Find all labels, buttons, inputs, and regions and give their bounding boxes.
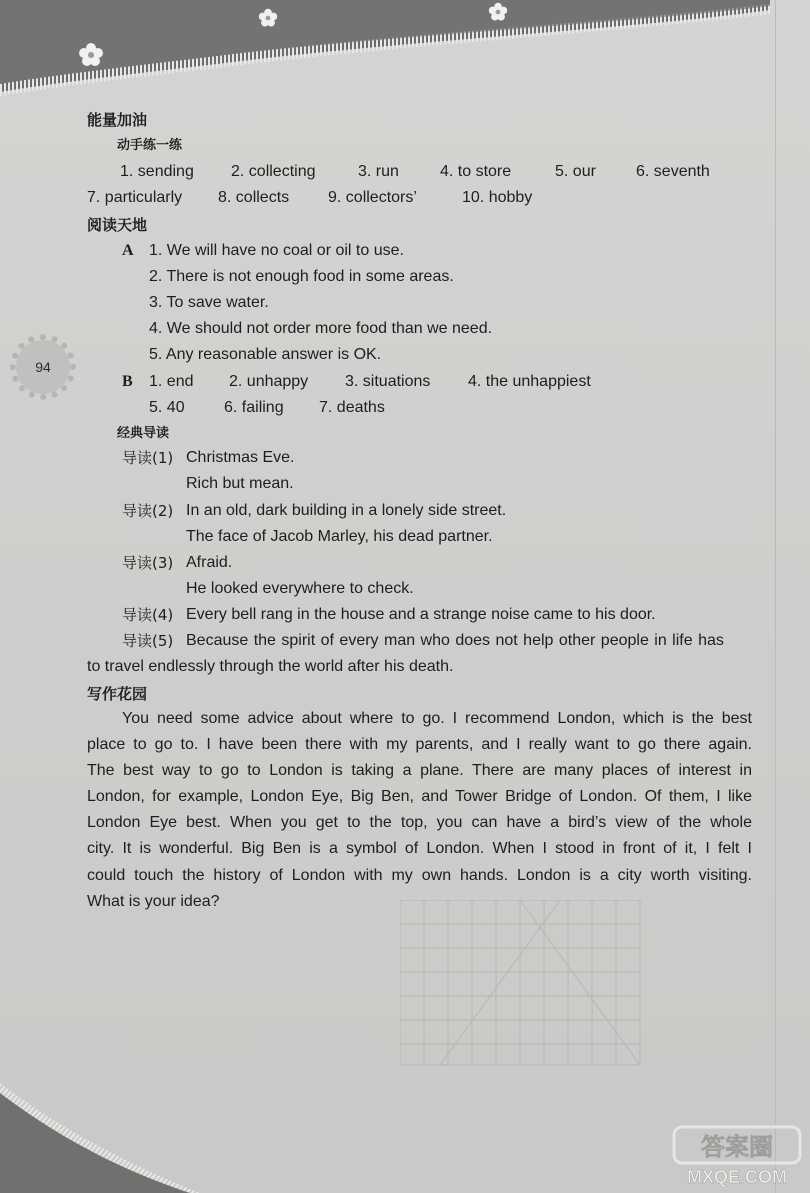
answer-item: 5. Any reasonable answer is OK. bbox=[149, 346, 382, 363]
writing-line: city. It is wonderful. Big Ben is a symbol of London. When I stood in front of it, I felt I bbox=[87, 840, 752, 858]
guide-answer-continued: to travel endlessly through the world after his death. bbox=[87, 658, 454, 675]
flower-icon bbox=[78, 42, 104, 68]
guide-answer: Because the spirit of every man who does not help other people in life has bbox=[186, 632, 724, 649]
page-number-badge bbox=[16, 340, 70, 394]
flower-icon bbox=[488, 2, 508, 22]
guide-label: 导读(3) bbox=[122, 554, 174, 572]
guide-label: 导读(1) bbox=[122, 449, 174, 467]
guide-answer: Christmas Eve. bbox=[186, 449, 295, 466]
section-title-energy: 能量加油 bbox=[87, 111, 148, 129]
writing-line: London, for example, London Eye, Big Ben, and Tower Bridge of London. Of them, I like bbox=[87, 788, 752, 806]
svg-text:答案圈: 答案圈 bbox=[701, 1133, 773, 1161]
guide-answer: In an old, dark building in a lonely side street. bbox=[186, 502, 507, 519]
guide-answer: Afraid. bbox=[186, 554, 233, 571]
guide-answer: The face of Jacob Marley, his dead partner. bbox=[186, 528, 493, 545]
answer-item: 4. the unhappiest bbox=[468, 373, 591, 390]
answer-item: 2. unhappy bbox=[229, 373, 309, 390]
answer-item: 3. To save water. bbox=[149, 294, 269, 311]
answer-item: 5. our bbox=[555, 163, 596, 180]
section-title-reading: 阅读天地 bbox=[87, 216, 148, 234]
writing-line: The best way to go to London is taking a plane. There are many places of interest in bbox=[87, 762, 752, 780]
top-wave-band bbox=[0, 0, 810, 110]
section-title-classic: 经典导读 bbox=[117, 426, 170, 441]
flower-icon bbox=[258, 8, 278, 28]
gutter-line bbox=[775, 0, 776, 1193]
answer-item: 2. collecting bbox=[231, 163, 316, 180]
answer-item: 8. collects bbox=[218, 189, 290, 206]
writing-line: What is your idea? bbox=[87, 892, 220, 910]
writing-line: could touch the history of London with my own hands. London is a city worth visiting. bbox=[87, 866, 752, 884]
guide-label: 导读(4) bbox=[122, 606, 174, 624]
guide-answer: He looked everywhere to check. bbox=[186, 580, 414, 597]
guide-answer: Every bell rang in the house and a strange noise came to his door. bbox=[186, 606, 656, 623]
svg-text:MXQE.COM: MXQE.COM bbox=[686, 1167, 788, 1187]
answer-item: 1. We will have no coal or oil to use. bbox=[149, 242, 404, 259]
answer-item: 9. collectors’ bbox=[328, 189, 417, 206]
guide-label: 导读(2) bbox=[122, 502, 174, 520]
guide-answer: Rich but mean. bbox=[186, 475, 294, 492]
answer-item: 7. particularly bbox=[87, 189, 183, 206]
answer-item: 5. 40 bbox=[149, 399, 185, 416]
section-title-writing: 写作花园 bbox=[87, 685, 148, 703]
writing-line: place to go to. I have been there with my parents, and I really want to go there again. bbox=[87, 736, 752, 754]
watermark-logo bbox=[672, 1125, 802, 1187]
writing-line: You need some advice about where to go. I recommend London, which is the best bbox=[122, 710, 752, 727]
answer-item: 2. There is not enough food in some areas. bbox=[149, 268, 454, 285]
answer-item: 3. run bbox=[358, 163, 399, 180]
part-a-label: A bbox=[122, 242, 134, 259]
subtitle-practice: 动手练一练 bbox=[117, 138, 183, 153]
page-number: 94 bbox=[35, 359, 51, 375]
writing-paragraph bbox=[87, 706, 752, 915]
answer-item: 1. end bbox=[149, 373, 194, 390]
bottom-wave-band bbox=[0, 1053, 230, 1193]
answer-item: 7. deaths bbox=[319, 399, 385, 416]
answer-item: 6. failing bbox=[224, 399, 284, 416]
answer-item: 4. We should not order more food than we need. bbox=[149, 320, 493, 337]
answer-item: 10. hobby bbox=[462, 189, 533, 206]
writing-line: London Eye best. When you get to the top, you can have a bird’s view of the whole bbox=[87, 814, 752, 832]
guide-label: 导读(5) bbox=[122, 632, 174, 650]
part-b-label: B bbox=[122, 373, 133, 390]
watermark-badge bbox=[672, 1125, 802, 1187]
top-decoration bbox=[0, 0, 810, 110]
answer-item: 6. seventh bbox=[636, 163, 710, 180]
answer-item: 3. situations bbox=[345, 373, 431, 390]
answer-item: 1. sending bbox=[120, 163, 194, 180]
show-through-grid bbox=[400, 900, 660, 1075]
answer-item: 4. to store bbox=[440, 163, 512, 180]
